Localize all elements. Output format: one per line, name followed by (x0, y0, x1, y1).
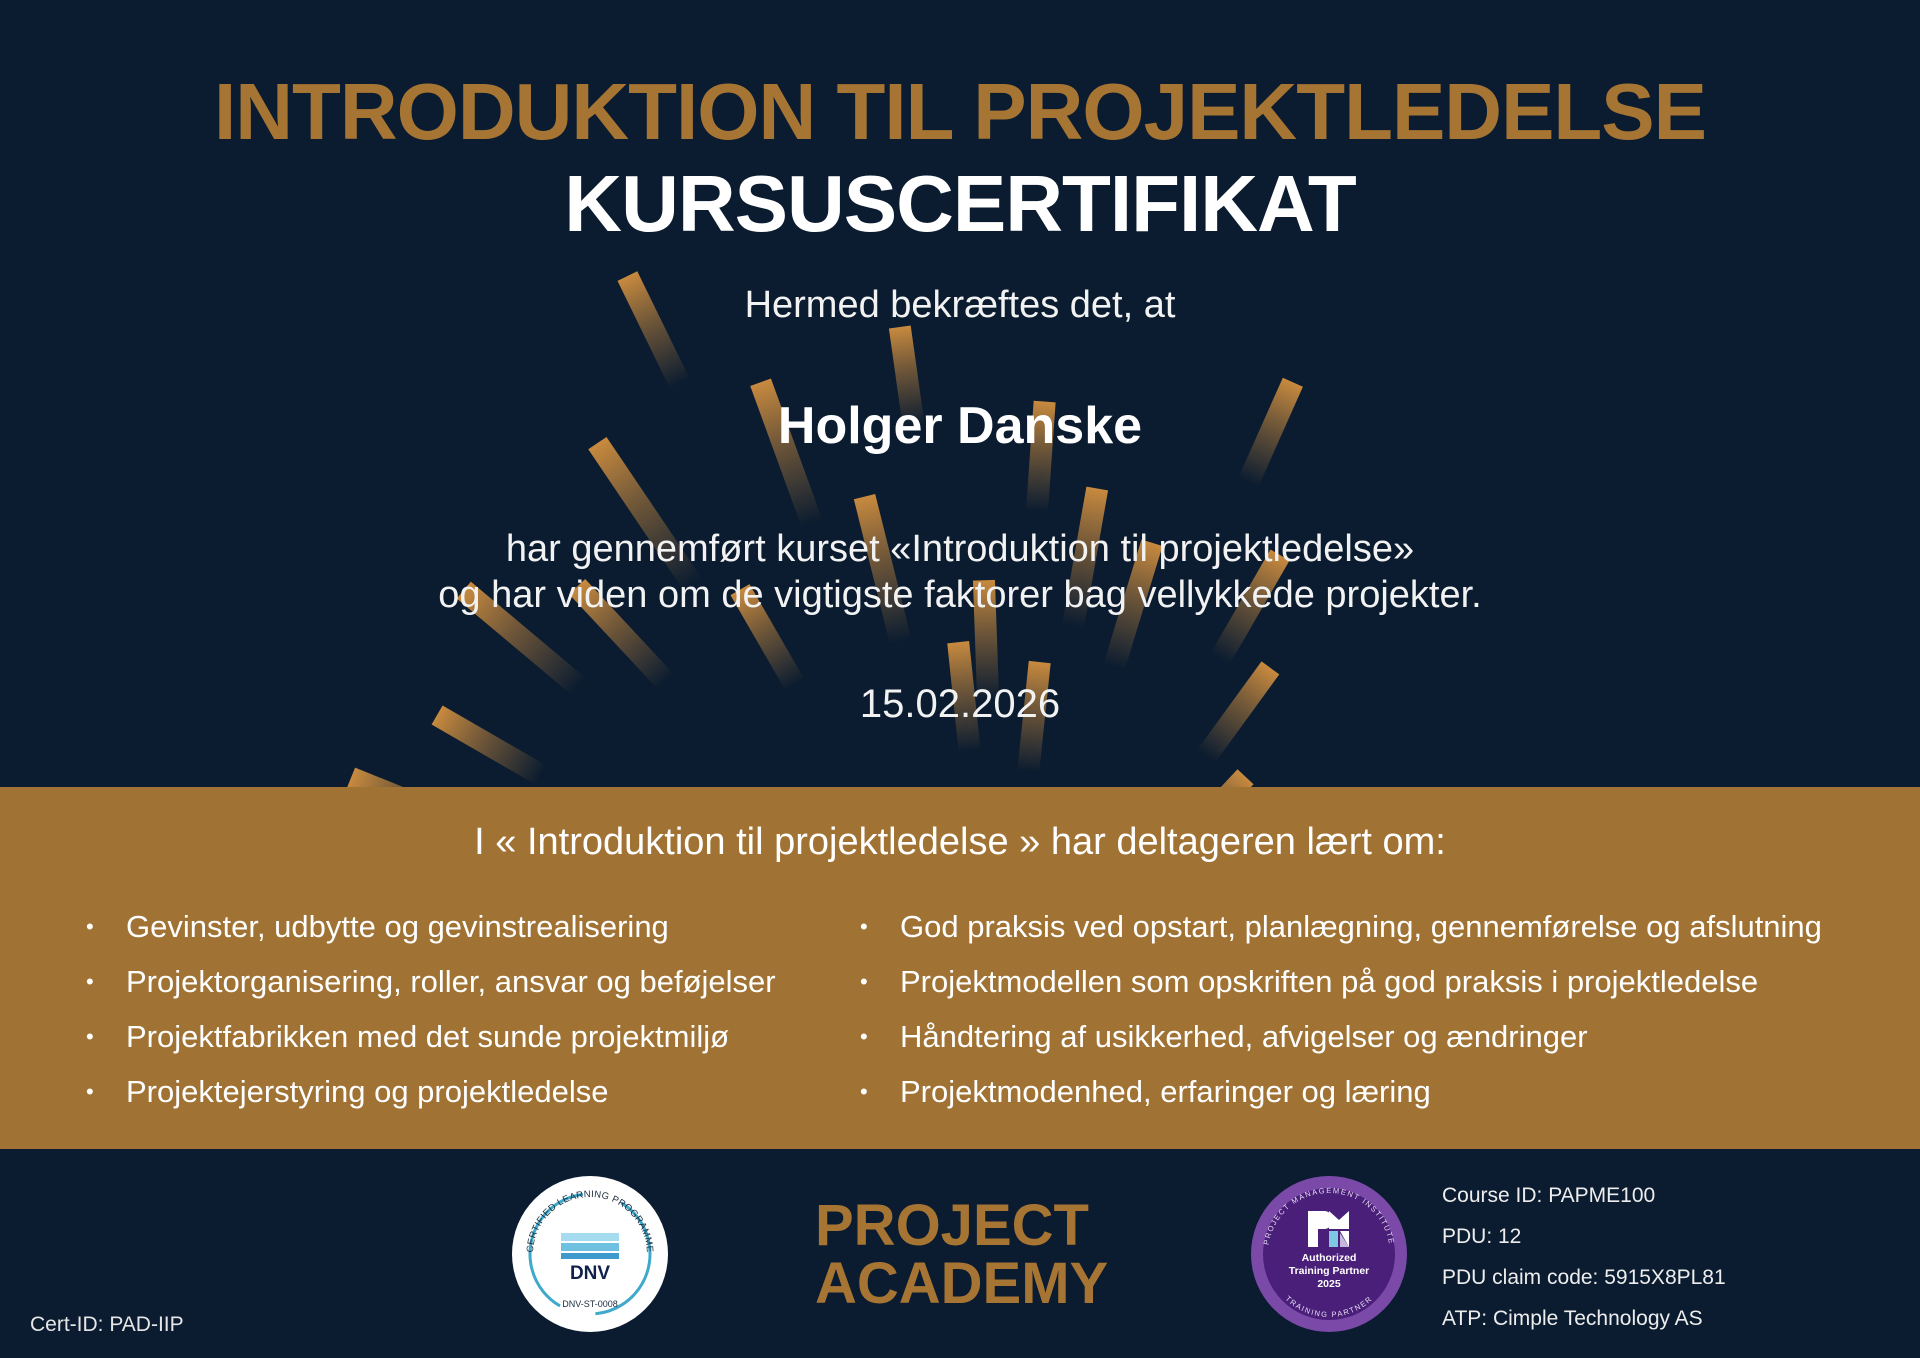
list-item-text: Projektfabrikken med det sunde projektmiljø (126, 1019, 730, 1054)
course-title: INTRODUKTION TIL PROJEKTLEDELSE (213, 67, 1707, 156)
completion-date: 15.02.2026 (859, 682, 1061, 726)
bullet: • (86, 1079, 94, 1104)
learning-list-left (86, 907, 776, 1127)
project-academy-logo (815, 1193, 1109, 1316)
completion-description (0, 526, 1920, 618)
course-info (1442, 1175, 1726, 1339)
pmi-ring-top: PROJECT MANAGEMENT INSTITUTE (1261, 1185, 1397, 1246)
brand-line-2: ACADEMY (815, 1251, 1109, 1316)
list-item-text: Projektmodenhed, erfaringer og læring (900, 1074, 1431, 1109)
dnv-certified-badge (511, 1175, 669, 1333)
bullet: • (86, 1024, 94, 1049)
list-item-text: Gevinster, udbytte og gevinstrealisering (126, 909, 669, 944)
bullet: • (860, 969, 868, 994)
pmi-line-1: Authorized (1301, 1252, 1357, 1264)
list-item (86, 1072, 776, 1127)
description-line-1: har gennemført kurset «Introduktion til projektledelse» (505, 528, 1415, 570)
participant-name: Holger Danske (777, 397, 1143, 455)
pmi-authorized-training-partner-badge (1250, 1175, 1408, 1333)
list-item-text: Håndtering af usikkerhed, afvigelser og ændringer (900, 1019, 1588, 1054)
ray-2 (347, 768, 476, 787)
ray-18 (1162, 769, 1253, 787)
list-item-text: Projektmodellen som opskriften på god praksis i projektledelse (900, 964, 1759, 999)
dnv-logo-text: DNV (569, 1263, 611, 1284)
pmi-line-2: Training Partner (1288, 1265, 1370, 1277)
list-item (86, 1017, 776, 1072)
course-id: Course ID: PAPME100 (1442, 1184, 1656, 1207)
bullet: • (860, 1079, 868, 1104)
learning-outcomes-section (0, 787, 1920, 1149)
certificate-footer (0, 1149, 1920, 1358)
bullet: • (860, 1024, 868, 1049)
certificate-label: KURSUSCERTIFIKAT (564, 159, 1356, 248)
brand-line-1: PROJECT (815, 1193, 1089, 1258)
dnv-ring-text: CERTIFIED LEARNING PROGRAMME (524, 1188, 656, 1253)
pdu-claim-code: PDU claim code: 5915X8PL81 (1442, 1266, 1726, 1289)
dnv-code: DNV-ST-0008 (562, 1299, 618, 1309)
list-item (860, 1072, 1822, 1127)
list-item-text: Projektejerstyring og projektledelse (126, 1074, 609, 1109)
atp-name: ATP: Cimple Technology AS (1442, 1307, 1703, 1330)
pmi-ring-bottom: TRAINING PARTNER (1283, 1293, 1375, 1320)
bullet: • (86, 914, 94, 939)
cert-id: Cert-ID: PAD-IIP (30, 1313, 184, 1336)
pmi-year: 2025 (1317, 1278, 1341, 1290)
learning-list-right (860, 907, 1822, 1127)
list-item-text: God praksis ved opstart, planlægning, gennemførelse og afslutning (900, 909, 1822, 944)
list-item (860, 962, 1822, 1017)
list-item (860, 907, 1822, 962)
list-item (86, 962, 776, 1017)
description-line-2: og har viden om de vigtigste faktorer bag vellykkede projekter. (438, 574, 1482, 616)
bullet: • (860, 914, 868, 939)
bullet: • (86, 969, 94, 994)
list-item (86, 907, 776, 962)
list-item-text: Projektorganisering, roller, ansvar og beføjelser (126, 964, 776, 999)
confirmation-text: Hermed bekræftes det, at (744, 284, 1176, 326)
pdu-count: PDU: 12 (1442, 1225, 1522, 1248)
list-item (860, 1017, 1822, 1072)
learning-heading: I « Introduktion til projektledelse » har deltageren lært om: (474, 821, 1446, 863)
